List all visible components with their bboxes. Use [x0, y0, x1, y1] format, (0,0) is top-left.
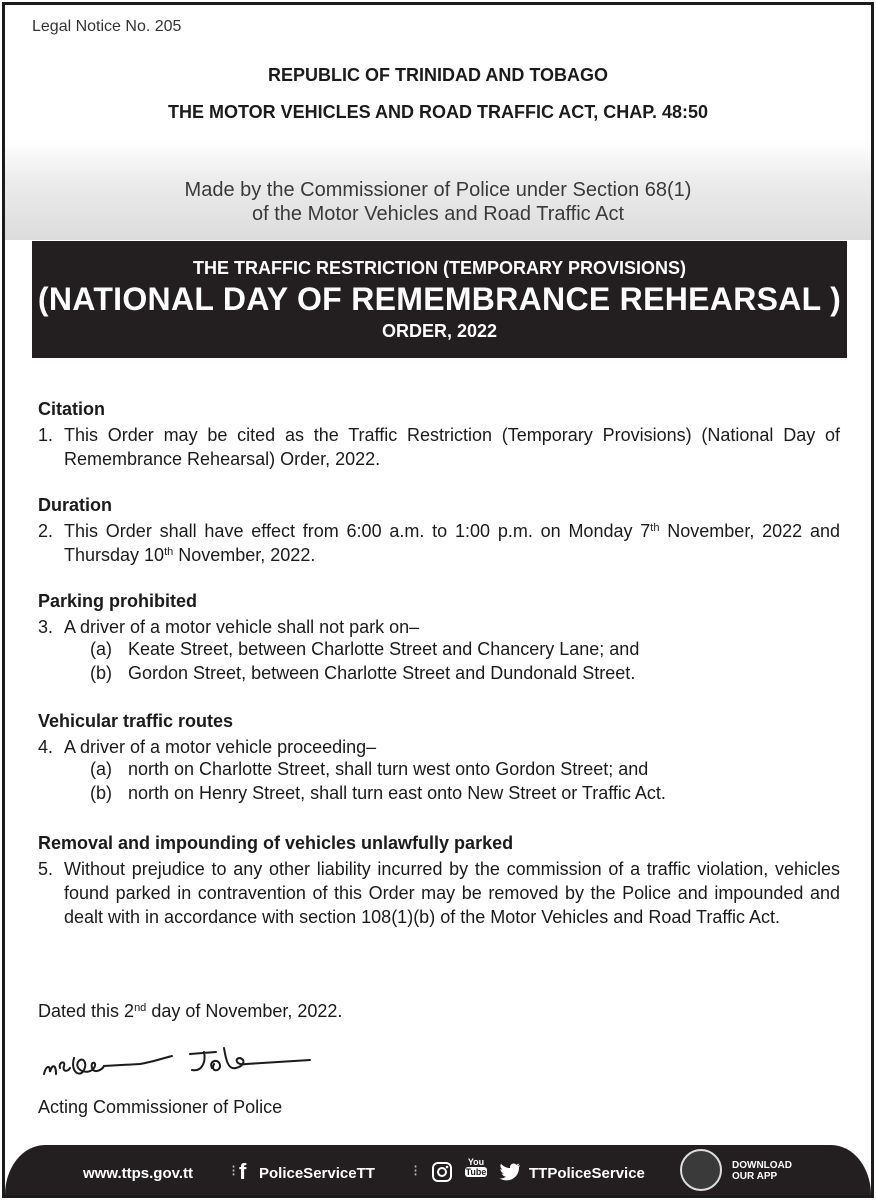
download-app-line-1: DOWNLOAD	[732, 1160, 792, 1171]
section-heading-parking: Parking prohibited	[38, 591, 198, 611]
list-item-text: north on Henry Street, shall turn east onto New Street or Traffic Act.	[128, 783, 666, 803]
list-item-text: Keate Street, between Charlotte Street and Chancery Lane; and	[128, 639, 640, 659]
section-heading-removal: Removal and impounding of vehicles unlawfully parked	[38, 833, 514, 853]
youtube-icon[interactable]	[465, 1157, 487, 1177]
section-duration	[38, 519, 840, 567]
twitter-icon[interactable]	[499, 1163, 521, 1181]
list-item-letter: (a)	[90, 639, 112, 659]
section-text: Without prejudice to any other liability incurred by the commission of a traffic violation, vehicles found parked in contravention of this Order may be removed by the Police and impounded and dealt with in accordance with section 108(1)(b) of the Motor Vehicles and Road Traffic Act.	[64, 859, 840, 927]
legal-notice-number: Legal Notice No. 205	[32, 18, 182, 35]
facebook-icon[interactable]: f	[239, 1159, 247, 1184]
section-number: 2.	[38, 521, 54, 541]
section-parking	[38, 615, 840, 639]
banner-line-1: THE TRAFFIC RESTRICTION (TEMPORARY PROVISIONS)	[192, 258, 686, 278]
header-country: REPUBLIC OF TRINIDAD AND TOBAGO	[268, 65, 608, 85]
list-item	[90, 759, 648, 780]
footer-bar	[5, 1145, 871, 1195]
download-app-link[interactable]	[732, 1160, 792, 1182]
separator: ⁝	[413, 1163, 419, 1180]
youtube-bottom: Tube	[465, 1167, 487, 1177]
made-by-line-2: of the Motor Vehicles and Road Traffic Act	[251, 203, 625, 225]
list-item	[90, 639, 639, 660]
twitter-handle[interactable]: TTPoliceService	[529, 1165, 645, 1182]
section-text	[64, 519, 840, 567]
section-heading-duration: Duration	[38, 495, 112, 515]
list-item-text: Gordon Street, between Charlotte Street and Dundonald Street.	[128, 663, 636, 683]
download-app-line-2: OUR APP	[732, 1171, 778, 1182]
ordinal-suffix: nd	[134, 1002, 147, 1014]
list-item	[90, 663, 635, 684]
list-item-letter: (b)	[90, 663, 112, 683]
section-number: 3.	[38, 617, 54, 637]
list-item	[90, 783, 666, 804]
section-number: 4.	[38, 737, 54, 757]
signatory-title: Acting Commissioner of Police	[38, 1097, 283, 1117]
youtube-top: You	[467, 1157, 485, 1167]
separator: ⁝	[231, 1163, 237, 1180]
police-badge-icon[interactable]	[680, 1149, 722, 1191]
section-number: 5.	[38, 859, 54, 879]
instagram-icon[interactable]	[431, 1161, 453, 1183]
facebook-link[interactable]: PoliceServiceTT	[259, 1165, 375, 1182]
section-routes	[38, 735, 840, 759]
ordinal-suffix: th	[650, 522, 660, 534]
website-link[interactable]: www.ttps.gov.tt	[83, 1165, 193, 1182]
section-citation	[38, 423, 840, 471]
duration-text-b: November, 2022 and Thursday 10	[64, 521, 840, 565]
duration-text-a: This Order shall have effect from 6:00 a.m. to 1:00 p.m. on Monday 7	[64, 521, 651, 541]
section-text: A driver of a motor vehicle proceeding–	[64, 737, 377, 757]
list-item-letter: (b)	[90, 783, 112, 803]
ordinal-suffix: th	[164, 546, 174, 558]
section-text: A driver of a motor vehicle shall not park on–	[64, 617, 420, 637]
title-banner	[32, 241, 847, 358]
dated-line	[38, 1001, 342, 1022]
section-heading-citation: Citation	[38, 399, 105, 419]
dated-suffix: day of November, 2022.	[146, 1001, 343, 1021]
section-text: This Order may be cited as the Traffic Restriction (Temporary Provisions) (National Day of Remembrance Rehearsal) Order, 2022.	[64, 425, 840, 469]
signature	[40, 1038, 320, 1088]
duration-text-c: November, 2022.	[173, 545, 316, 565]
section-number: 1.	[38, 425, 54, 445]
made-by-line-1: Made by the Commissioner of Police under Section 68(1)	[184, 179, 692, 201]
dated-prefix: Dated this 2	[38, 1001, 135, 1021]
section-heading-routes: Vehicular traffic routes	[38, 711, 234, 731]
section-removal	[38, 857, 840, 929]
header-act: THE MOTOR VEHICLES AND ROAD TRAFFIC ACT, CHAP. 48:50	[167, 102, 709, 122]
list-item-letter: (a)	[90, 759, 112, 779]
banner-line-2: (NATIONAL DAY OF REMEMBRANCE REHEARSAL )	[37, 281, 842, 317]
list-item-text: north on Charlotte Street, shall turn west onto Gordon Street; and	[128, 759, 649, 779]
banner-line-3: ORDER, 2022	[381, 321, 498, 341]
